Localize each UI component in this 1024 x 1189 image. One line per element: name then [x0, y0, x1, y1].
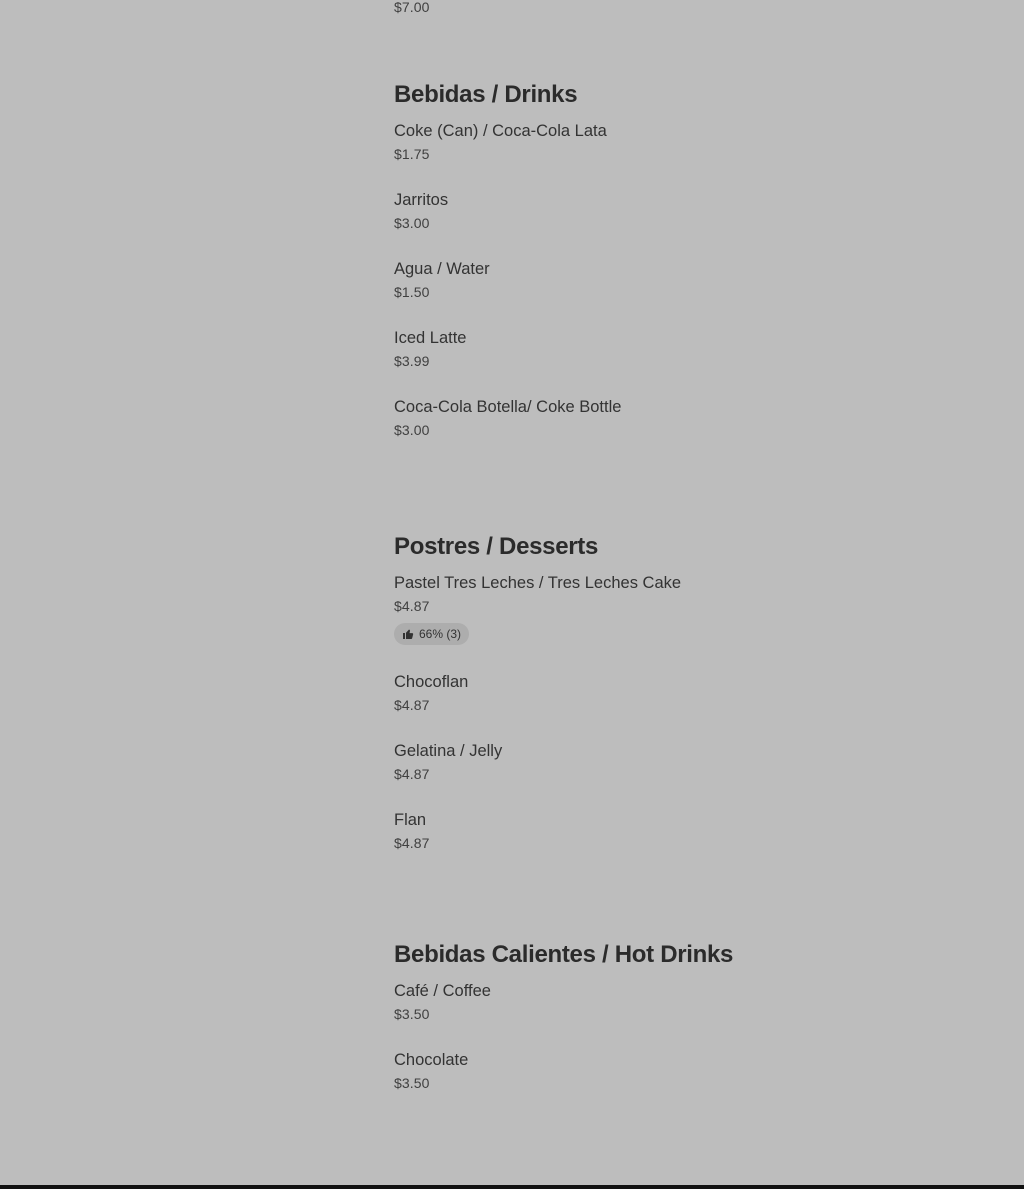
rating-badge — [394, 623, 469, 645]
menu-item[interactable] — [394, 396, 994, 439]
menu-item[interactable] — [394, 980, 994, 1023]
item-price: $1.50 — [394, 284, 430, 300]
section-hot-drinks — [394, 940, 994, 1118]
item-name: Café / Coffee — [394, 982, 491, 1000]
menu-item[interactable] — [394, 572, 994, 645]
item-name: Chocoflan — [394, 673, 469, 691]
menu-item[interactable] — [394, 671, 994, 714]
item-name: Coca-Cola Botella/ Coke Bottle — [394, 398, 622, 416]
item-price: $3.00 — [394, 215, 430, 231]
menu-item[interactable] — [394, 1049, 994, 1092]
thumbs-up-icon — [402, 628, 414, 640]
menu-item[interactable] — [394, 740, 994, 783]
item-price: $4.87 — [394, 835, 430, 851]
item-name: Agua / Water — [394, 260, 490, 278]
item-price: $3.50 — [394, 1006, 430, 1022]
section-desserts — [394, 532, 994, 878]
item-price: $3.99 — [394, 353, 430, 369]
item-price: $4.87 — [394, 766, 430, 782]
section-title: Bebidas / Drinks — [394, 81, 578, 108]
item-name: Jarritos — [394, 191, 449, 209]
menu-item[interactable] — [394, 189, 994, 232]
item-price: $3.00 — [394, 422, 430, 438]
item-name: Gelatina / Jelly — [394, 742, 503, 760]
previous-menu-item[interactable] — [394, 0, 834, 16]
item-price: $7.00 — [394, 0, 430, 15]
section-title: Postres / Desserts — [394, 533, 599, 560]
footer-edge — [0, 1185, 1024, 1189]
item-price: $1.75 — [394, 146, 430, 162]
item-name: Flan — [394, 811, 427, 829]
item-name: Coke (Can) / Coca-Cola Lata — [394, 122, 607, 140]
section-drinks — [394, 80, 994, 465]
menu-item[interactable] — [394, 120, 994, 163]
item-name: Iced Latte — [394, 329, 467, 347]
menu-item[interactable] — [394, 327, 994, 370]
menu-item[interactable] — [394, 258, 994, 301]
item-price: $4.87 — [394, 697, 430, 713]
item-name: Pastel Tres Leches / Tres Leches Cake — [394, 574, 682, 592]
menu-item[interactable] — [394, 809, 994, 852]
section-title: Bebidas Calientes / Hot Drinks — [394, 941, 734, 968]
item-name: Chocolate — [394, 1051, 469, 1069]
item-price: $3.50 — [394, 1075, 430, 1091]
item-price: $4.87 — [394, 598, 430, 614]
rating-text: 66% (3) — [419, 627, 462, 641]
